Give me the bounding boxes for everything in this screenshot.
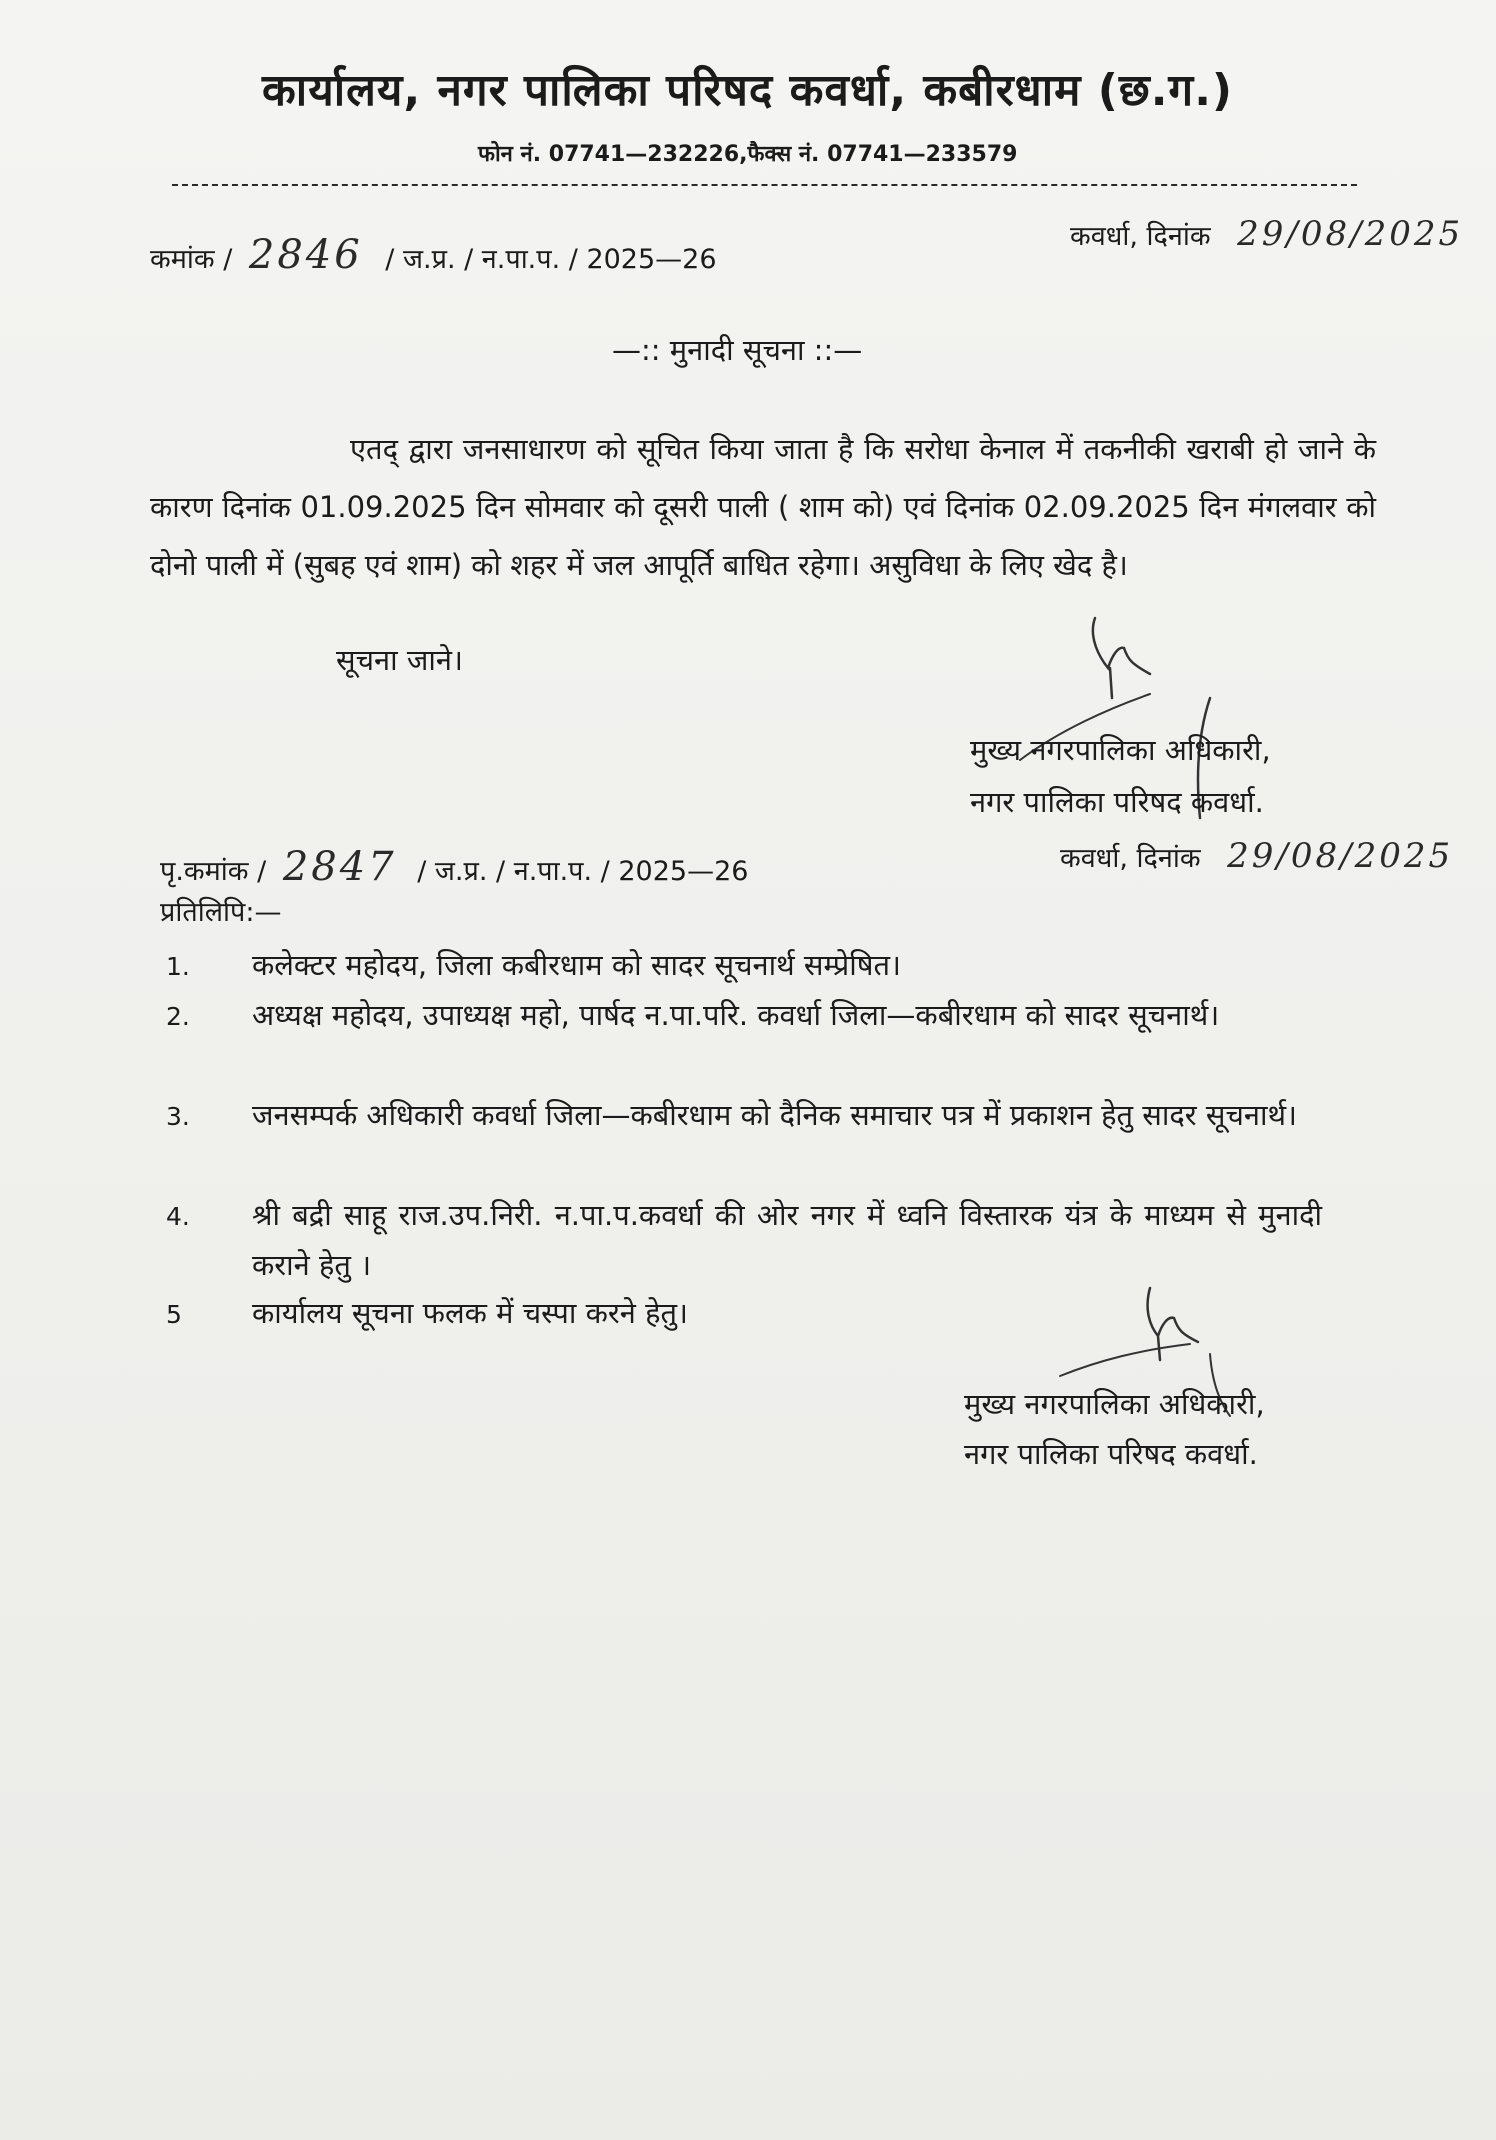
phone-fax-line: फोन नं. 07741—232226,फैक्स नं. 07741—233579: [478, 142, 1018, 167]
ref2-number-line: [160, 844, 748, 890]
ref2-prefix: पृ.कमांक /: [160, 856, 267, 887]
office-title: कार्यालय, नगर पालिका परिषद कवर्धा, कबीरधाम (छ.ग.): [262, 65, 1234, 116]
cc-item-number: 3.: [166, 1102, 190, 1131]
notice-body: [150, 420, 1376, 594]
date-handwritten: 29/08/2025: [1237, 214, 1464, 254]
ref2-date-line: [1060, 836, 1453, 876]
cc-item-number: 1.: [166, 952, 190, 981]
cc-item-text: कलेक्टर महोदय, जिला कबीरधाम को सादर सूचनार्थ सम्प्रेषित।: [252, 948, 901, 982]
ref-number-handwritten: 2846: [248, 232, 363, 278]
date-label: कवर्धा, दिनांक: [1070, 221, 1211, 252]
cc-item-text: श्री बद्री साहू राज.उप.निरी. न.पा.प.कवर्धा की ओर नगर में ध्वनि विस्तारक यंत्र के माध्यम से मुनादी कराने हेतु ।: [252, 1198, 1322, 1282]
signature-1-designation: मुख्य नगरपालिका अधिकारी,: [970, 733, 1271, 767]
ref-suffix: / ज.प्र. / न.पा.प. / 2025—26: [385, 244, 717, 275]
cc-item-number: 2.: [166, 1002, 190, 1031]
notice-heading: —:: मुनादी सूचना ::—: [612, 333, 863, 367]
signature-2-designation: मुख्य नगरपालिका अधिकारी,: [964, 1387, 1265, 1421]
header-divider: [172, 184, 1357, 186]
cc-item-number: 5: [166, 1300, 182, 1329]
ref2-suffix: / ज.प्र. / न.पा.प. / 2025—26: [417, 856, 749, 887]
ref-prefix: कमांक /: [150, 244, 233, 275]
notice-closing: सूचना जाने।: [336, 643, 463, 677]
signature-1-office: नगर पालिका परिषद कवर्धा.: [970, 785, 1264, 819]
date2-handwritten: 29/08/2025: [1227, 836, 1454, 876]
ref-date-line: [1070, 214, 1463, 254]
cc-item-number: 4.: [166, 1202, 190, 1231]
cc-item-text: अध्यक्ष महोदय, उपाध्यक्ष महो, पार्षद न.पा.परि. कवर्धा जिला—कबीरधाम को सादर सूचनार्थ।: [252, 998, 1220, 1032]
ref-number-line: [150, 232, 717, 278]
signature-2-office: नगर पालिका परिषद कवर्धा.: [964, 1437, 1258, 1471]
cc-item-text: जनसम्पर्क अधिकारी कवर्धा जिला—कबीरधाम को दैनिक समाचार पत्र में प्रकाशन हेतु सादर सूचनार्थ।: [252, 1098, 1298, 1132]
notice-body-text: एतद् द्वारा जनसाधारण को सूचित किया जाता है कि सरोधा केनाल में तकनीकी खराबी हो जाने के कारण दिनांक 01.09.2025 दिन सोमवार को दूसरी पाली ( शाम को) एवं दिनांक 02.09.2025 दिन मंगलवार को दोनो पाली में (सुबह एवं शाम) को शहर में जल आपूर्ति बाधित रहेगा। असुविधा के लिए खेद है।: [150, 432, 1376, 582]
copy-to-label: प्रतिलिपि:—: [160, 897, 282, 928]
cc-item-text: कार्यालय सूचना फलक में चस्पा करने हेतु।: [252, 1296, 688, 1330]
ref2-number-handwritten: 2847: [282, 844, 397, 890]
date2-label: कवर्धा, दिनांक: [1060, 843, 1201, 874]
